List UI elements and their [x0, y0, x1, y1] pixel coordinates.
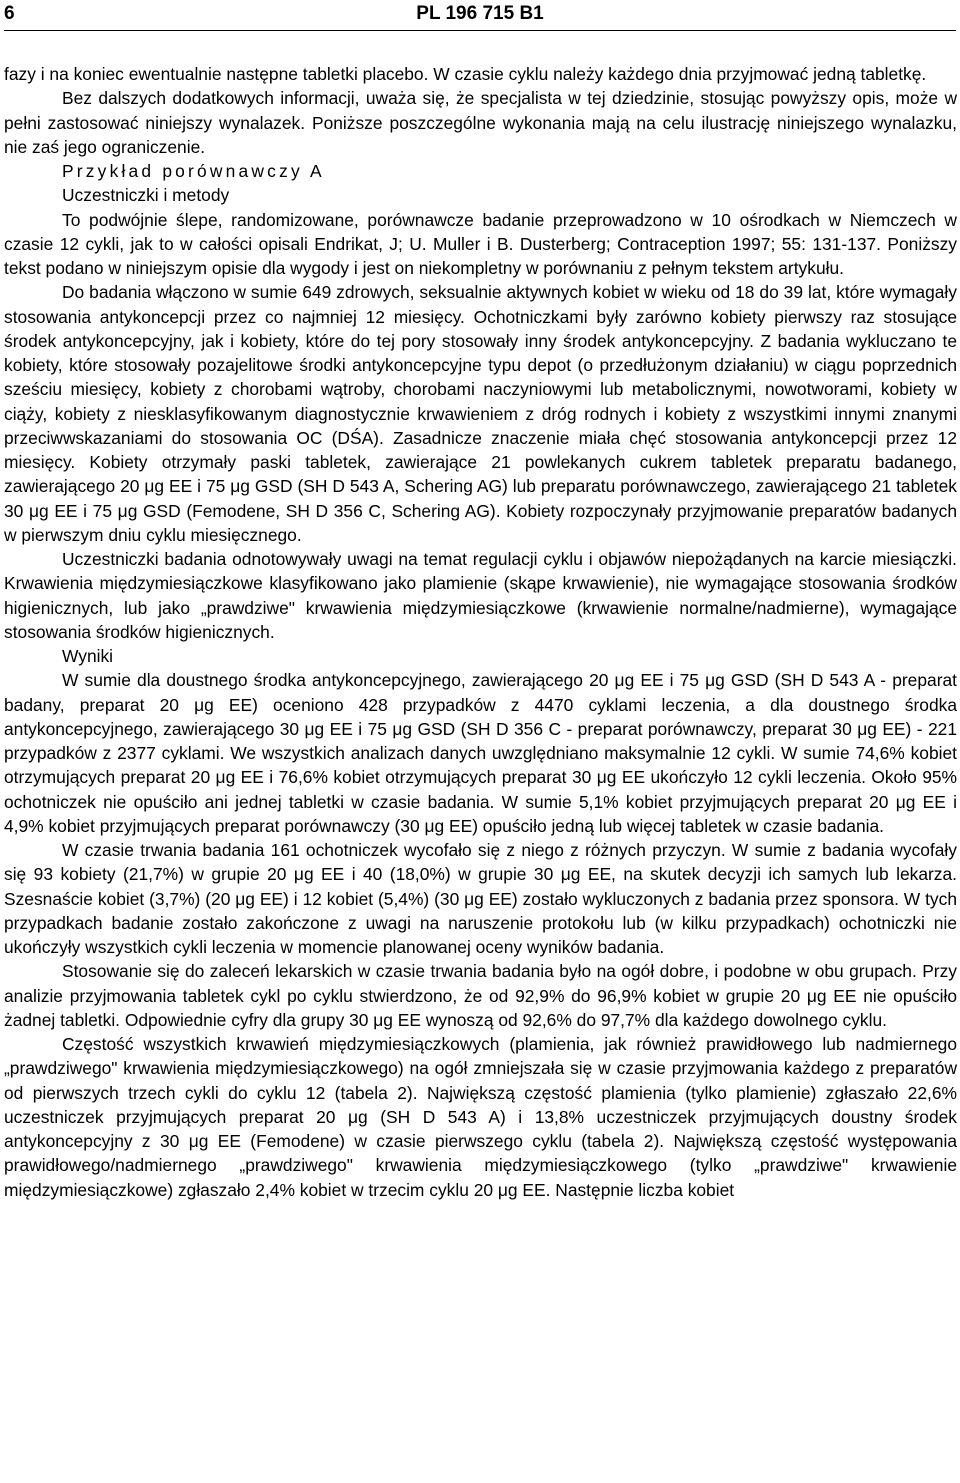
subheading: Uczestniczki i metody: [62, 185, 230, 206]
paragraph: To podwójnie ślepe, randomizowane, porównawcze badanie przeprowadzono w 10 ośrodkach w Niemczech w czasie 12 cykli, jak to w całości opisali Endrikat, J; U. Muller i B. Dusterberg; Contraception 1997; 55: 131-137. Poniższy tekst podano w niniejszym opisie dla wygody i jest on niekompletny w porównaniu z pełnym tekstem artykułu.: [4, 209, 957, 278]
paragraph: fazy i na koniec ewentualnie następne tabletki placebo. W czasie cyklu należy każdego dnia przyjmować jedną tabletkę.: [4, 64, 927, 84]
paragraph: Uczestniczki badania odnotowywały uwagi na temat regulacji cyklu i objawów niepożądanych na karcie miesiączki. Krwawienia międzymiesiączkowe klasyfikowano jako plamienie (skąpe krwawienie), nie wymagające stosowania środków higienicznych, lub jako „prawdziwe" krwawienia międzymiesiączkowe (krwawienie normalne/nadmierne), wymagające stosowania środków higienicznych.: [4, 549, 957, 642]
paragraph: Częstość wszystkich krwawień międzymiesiączkowych (plamienia, jak również prawidłowego lub nadmiernego „prawdziwego" krwawienia międzymiesiączkowego) na ogół zmniejszała się w czasie przyjmowania każdego z preparatów od pierwszych trzech cykli do cyklu 12 (tabela 2). Największą częstość plamienia (tylko plamienie) zgłaszało 22,6% uczestniczek przyjmujących preparat 20 μg (SH D 543 A) i 13,8% uczestniczek przyjmujących doustny środek antykoncepcyjny z 30 μg EE (Femodene) w czasie pierwszego cyklu (tabela 2). Największą częstość występowania prawidłowego/nadmiernego „prawdziwego" krwawienia międzymiesiączkowego (tylko „prawdziwe" krwawienie międzymiesiączkowe) zgłaszało 2,4% kobiet w trzecim cyklu 20 μg EE. Następnie liczba kobiet: [4, 1034, 957, 1200]
patent-id: PL 196 715 B1: [416, 3, 544, 24]
paragraph: Bez dalszych dodatkowych informacji, uważa się, że specjalista w tej dziedzinie, stosując powyższy opis, może w pełni zastosować niniejszy wynalazek. Poniższe poszczególne wykonania mają na celu ilustrację niniejszego wynalazku, nie zaś jego ograniczenie.: [4, 88, 957, 157]
paragraph: W sumie dla doustnego środka antykoncepcyjnego, zawierającego 20 μg EE i 75 μg GSD (SH D 543 A - preparat badany, preparat 20 μg EE) oceniono 428 przypadków z 4470 cyklami leczenia, a dla doustnego środka antykoncepcyjnego, zawierającego 30 μg EE i 75 μg GSD (SH D 356 C - preparat porównawczy, preparat 30 μg EE) - 221 przypadków z 2377 cyklami. We wszystkich analizach danych uwzględniano maksymalnie 12 cykli. W sumie 74,6% kobiet otrzymujących preparat 20 μg EE i 76,6% kobiet otrzymujących preparat 30 μg EE ukończyło 12 cykli leczenia. Około 95% ochotniczek nie opuściło ani jednej tabletki w czasie badania. W sumie 5,1% kobiet przyjmujących preparat 20 μg EE i 4,9% kobiet przyjmujących preparat porównawczy (30 μg EE) opuściło jedną lub więcej tabletek w czasie badania.: [4, 670, 957, 836]
subheading: Wyniki: [62, 646, 114, 666]
page-number: 6: [4, 3, 15, 24]
paragraph: Stosowanie się do zaleceń lekarskich w czasie trwania badania było na ogół dobre, i podobne w obu grupach. Przy analizie przyjmowania tabletek cykl po cyklu stwierdzono, że od 92,9% do 96,9% kobiet w grupie 20 μg EE nie opuściło żadnej tabletki. Odpowiednie cyfry dla grupy 30 μg EE wynoszą od 92,6% do 97,7% dla każdego dowolnego cyklu.: [4, 961, 957, 1030]
header-rule: [4, 30, 956, 31]
paragraph: W czasie trwania badania 161 ochotniczek wycofało się z niego z różnych przyczyn. W sumie z badania wycofały się 93 kobiety (21,7%) w grupie 20 μg EE i 40 (18,0%) w grupie 30 μg EE, na skutek decyzji ich samych lub lekarza. Szesnaście kobiet (3,7%) (20 μg EE) i 12 kobiet (5,4%) (30 μg EE) zostało wykluczonych z badania przez sponsora. W tych przypadkach badanie zostało zakończone z uwagi na naruszenie protokołu lub (w kilku przypadkach) ochotniczki nie ukończyły wszystkich cykli leczenia w momencie planowanej oceny wyników badania.: [4, 840, 957, 957]
section-heading: Przykład porównawczy A: [62, 161, 325, 181]
document-body: [4, 62, 957, 1202]
paragraph: Do badania włączono w sumie 649 zdrowych, seksualnie aktywnych kobiet w wieku od 18 do 39 lat, które wymagały stosowania antykoncepcji przez co najmniej 12 miesięcy. Ochotniczkami były zarówno kobiety pierwszy raz stosujące środek antykoncepcyjny, jak i kobiety, które do tej pory stosowały inny środek antykoncepcyjny. Z badania wykluczano te kobiety, które stosowały pozajelitowe środki antykoncepcyjne typu depot (o przedłużonym działaniu) w ciągu poprzednich sześciu miesięcy, kobiety z chorobami wątroby, chorobami naczyniowymi lub metabolicznymi, nowotworami, kobiety w ciąży, kobiety z niesklasyfikowanym diagnostycznie krwawieniem z dróg rodnych i kobiety z wszystkimi innymi znanymi przeciwwskazaniami do stosowania OC (DŚA). Zasadnicze znaczenie miała chęć stosowania antykoncepcji przez 12 miesięcy. Kobiety otrzymały paski tabletek, zawierające 21 powlekanych cukrem tabletek preparatu badanego, zawierającego 20 μg EE i 75 μg GSD (SH D 543 A, Schering AG) lub preparatu porównawczego, zawierającego 21 tabletek 30 μg EE i 75 μg GSD (Femodene, SH D 356 C, Schering AG). Kobiety rozpoczynały przyjmowanie preparatów badanych w pierwszym dniu cyklu miesięcznego.: [4, 282, 957, 545]
